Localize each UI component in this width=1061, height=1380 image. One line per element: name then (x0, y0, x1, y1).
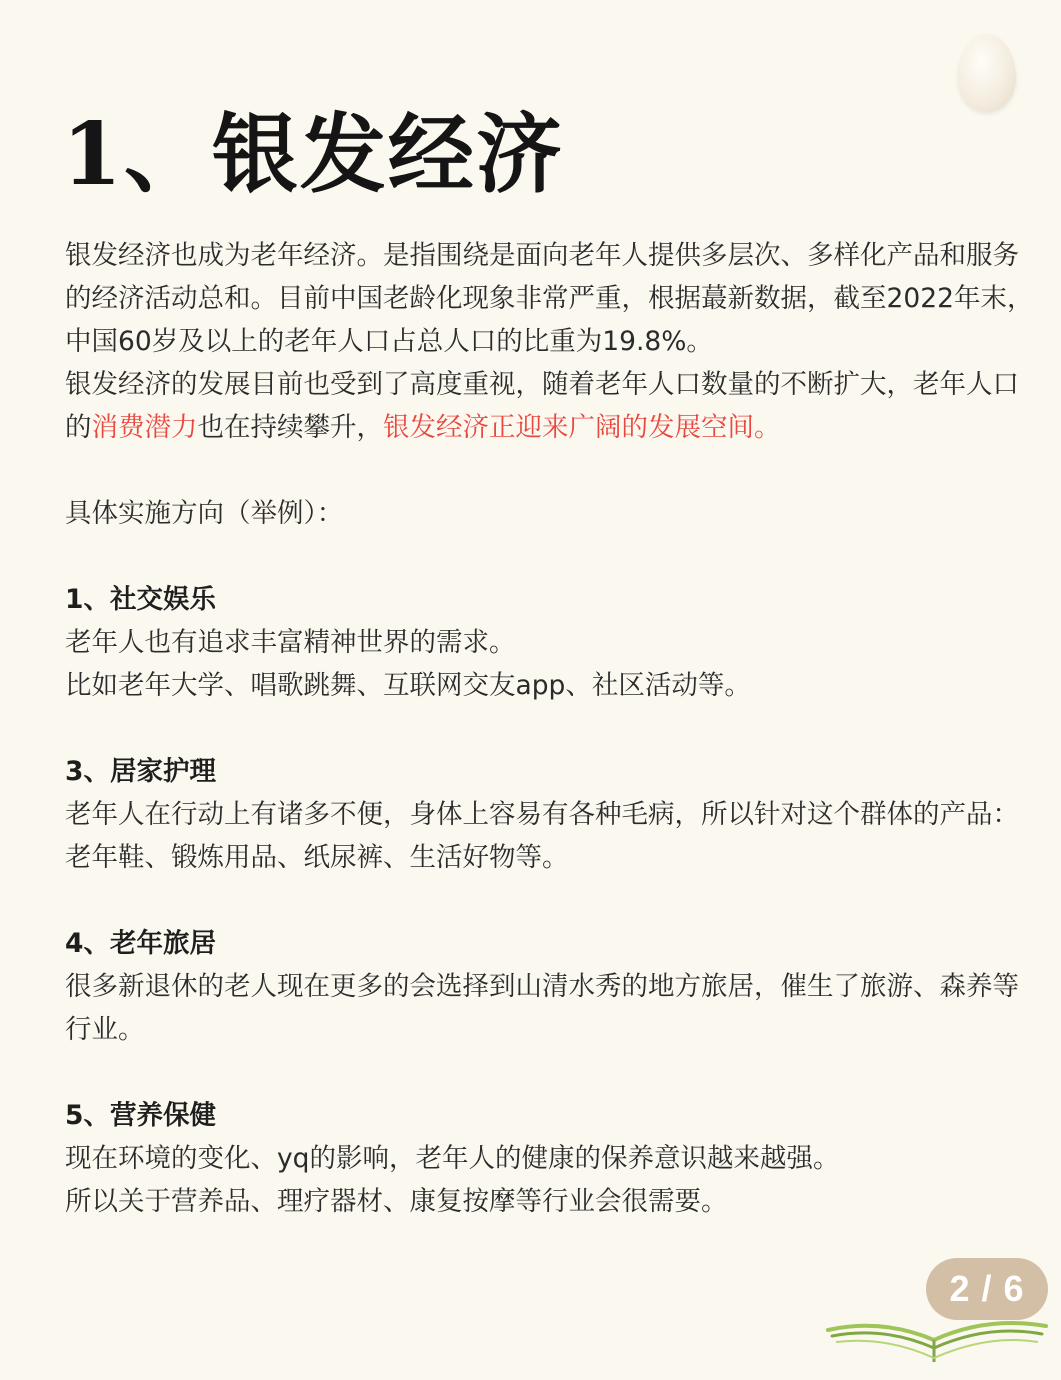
section-line: 老年人也有追求丰富精神世界的需求。 (65, 627, 516, 658)
section-heading: 3、居家护理 (65, 756, 216, 787)
page-indicator-badge: 2 / 6 (926, 1258, 1048, 1320)
section-line: 所以关于营养品、理疗器材、康复按摩等行业会很需要。 (65, 1186, 728, 1217)
intro-text-a: 银发经济的发展目前也受到了高度重视，随着老年人口数量的不断扩大，老年人口的 (65, 369, 1019, 443)
article-body (65, 234, 1040, 1223)
directions-label: 具体实施方向（举例）： (65, 498, 344, 529)
intro-text-b: 也在持续攀升， (197, 412, 383, 443)
intro-paragraph-2 (65, 363, 1040, 449)
section-line: 老年人在行动上有诸多不便，身体上容易有各种毛病，所以针对这个群体的产品：老年鞋、锻炼用品、纸尿裤、生活好物等。 (65, 799, 1019, 873)
page-title: 1、银发经济 (62, 104, 564, 205)
highlight-development-space: 银发经济正迎来广阔的发展空间。 (383, 412, 781, 443)
section-line: 现在环境的变化、yq的影响，老年人的健康的保养意识越来越强。 (65, 1143, 840, 1174)
section-heading: 5、营养保健 (65, 1100, 216, 1131)
open-book-icon (822, 1296, 1052, 1376)
highlight-consumption-potential: 消费潜力 (91, 412, 198, 443)
section-line: 很多新退休的老人现在更多的会选择到山清水秀的地方旅居，催生了旅游、森养等行业。 (65, 971, 1019, 1045)
section-heading: 4、老年旅居 (65, 928, 216, 959)
section-line: 比如老年大学、唱歌跳舞、互联网交友app、社区活动等。 (65, 670, 751, 701)
egg-icon (958, 34, 1016, 112)
section-heading: 1、社交娱乐 (65, 584, 216, 615)
intro-paragraph-1: 银发经济也成为老年经济。是指围绕是面向老年人提供多层次、多样化产品和服务的经济活动总和。目前中国老龄化现象非常严重，根据蕞新数据，截至2022年末，中国60岁及以上的老年人口占总人口的比重为19.8%。 (65, 240, 1034, 357)
